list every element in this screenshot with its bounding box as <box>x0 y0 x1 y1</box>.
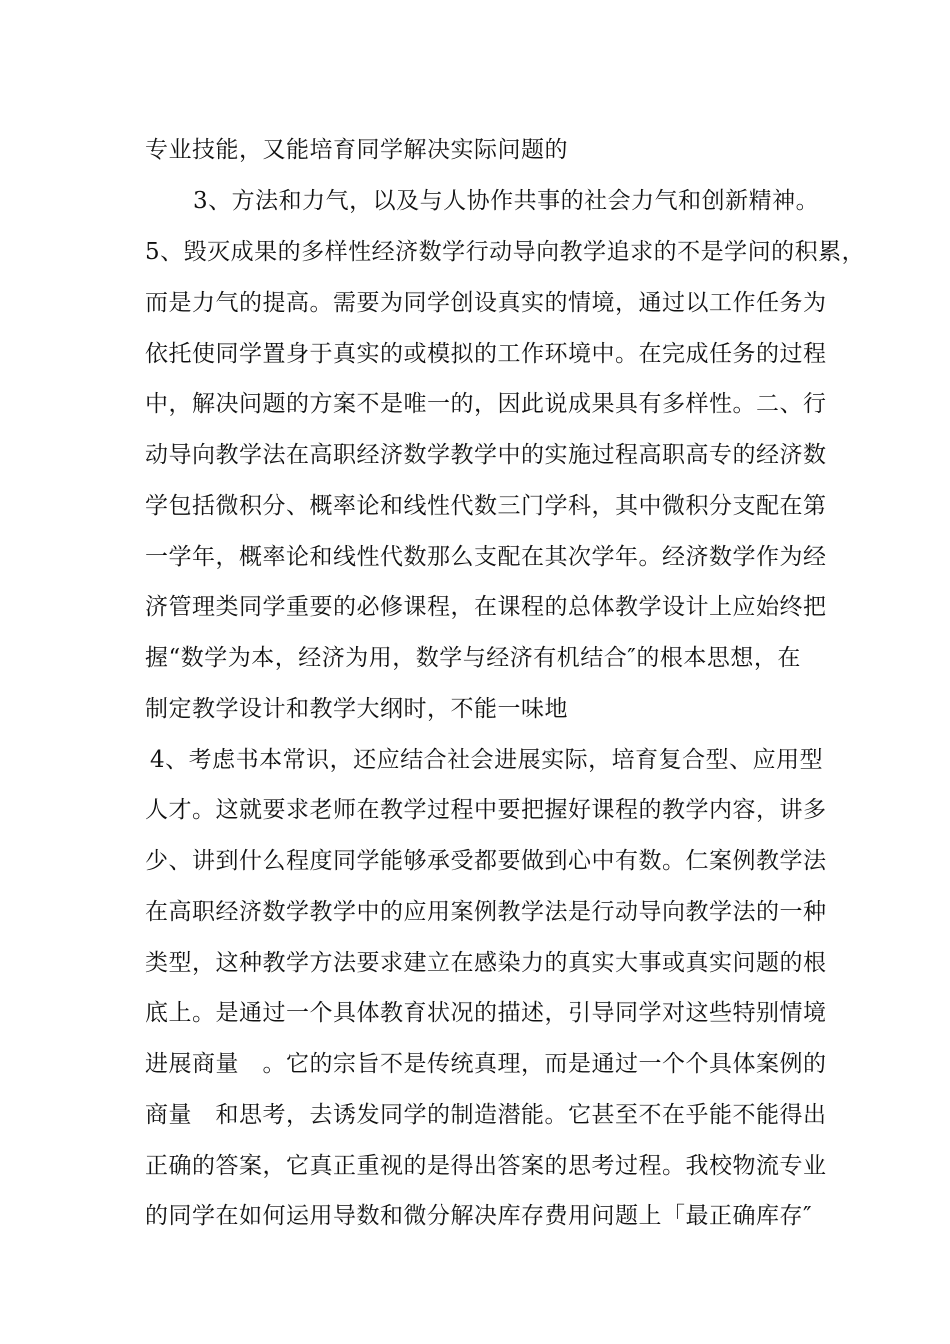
text-line-11: 握“数学为本，经济为用，数学与经济有机结合″的根本思想，在 <box>145 645 801 671</box>
text-line-6: 中，解决问题的方案不是唯一的，因此说成果具有多样性。二、行 <box>145 391 827 417</box>
text-line-5: 依托使同学置身于真实的或模拟的工作环境中。在完成任务的过程 <box>145 341 827 367</box>
text-line-17: 类型，这种教学方法要求建立在感染力的真实大事或真实问题的根 <box>145 950 827 976</box>
text-line-7: 动导向教学法在高职经济数学教学中的实施过程高职高专的经济数 <box>145 442 827 468</box>
text-line-3: 5、毁灭成果的多样性经济数学行动导向教学追求的不是学问的积累， <box>145 239 866 265</box>
text-line-15: 少、讲到什么程度同学能够承受都要做到心中有数。仁案例教学法 <box>145 848 827 874</box>
text-line-2: 3、方法和力气，以及与人协作共事的社会力气和创新精神。 <box>193 188 820 214</box>
text-line-20: 商量 和思考，去诱发同学的制造潜能。它甚至不在乎能不能得出 <box>145 1102 827 1128</box>
text-line-14: 人才。这就要求老师在教学过程中要把握好课程的教学内容，讲多 <box>145 797 827 823</box>
text-line-4: 而是力气的提高。需要为同学创设真实的情境，通过以工作任务为 <box>145 290 827 316</box>
text-line-9: 一学年，概率论和线性代数那么支配在其次学年。经济数学作为经 <box>145 544 827 570</box>
text-line-13: 4、考虑书本常识，还应结合社会进展实际，培育复合型、应用型 <box>150 747 824 773</box>
text-line-16: 在高职经济数学教学中的应用案例教学法是行动导向教学法的一种 <box>145 899 827 925</box>
text-line-22: 的同学在如何运用导数和微分解决库存费用问题上「最正确库存″ <box>145 1203 813 1229</box>
text-line-21: 正确的答案，它真正重视的是得出答案的思考过程。我校物流专业 <box>145 1153 827 1179</box>
text-line-10: 济管理类同学重要的必修课程，在课程的总体教学设计上应始终把 <box>145 594 827 620</box>
text-line-8: 学包括微积分、概率论和线性代数三门学科，其中微积分支配在第 <box>145 493 827 519</box>
text-line-1: 专业技能，又能培育同学解决实际问题的 <box>145 137 568 163</box>
text-line-12: 制定教学设计和教学大纲时，不能一味地 <box>145 696 568 722</box>
text-line-18: 底上。是通过一个具体教育状况的描述，引导同学对这些特别情境 <box>145 1000 827 1026</box>
text-line-19: 进展商量 。它的宗旨不是传统真理，而是通过一个个具体案例的 <box>145 1051 827 1077</box>
